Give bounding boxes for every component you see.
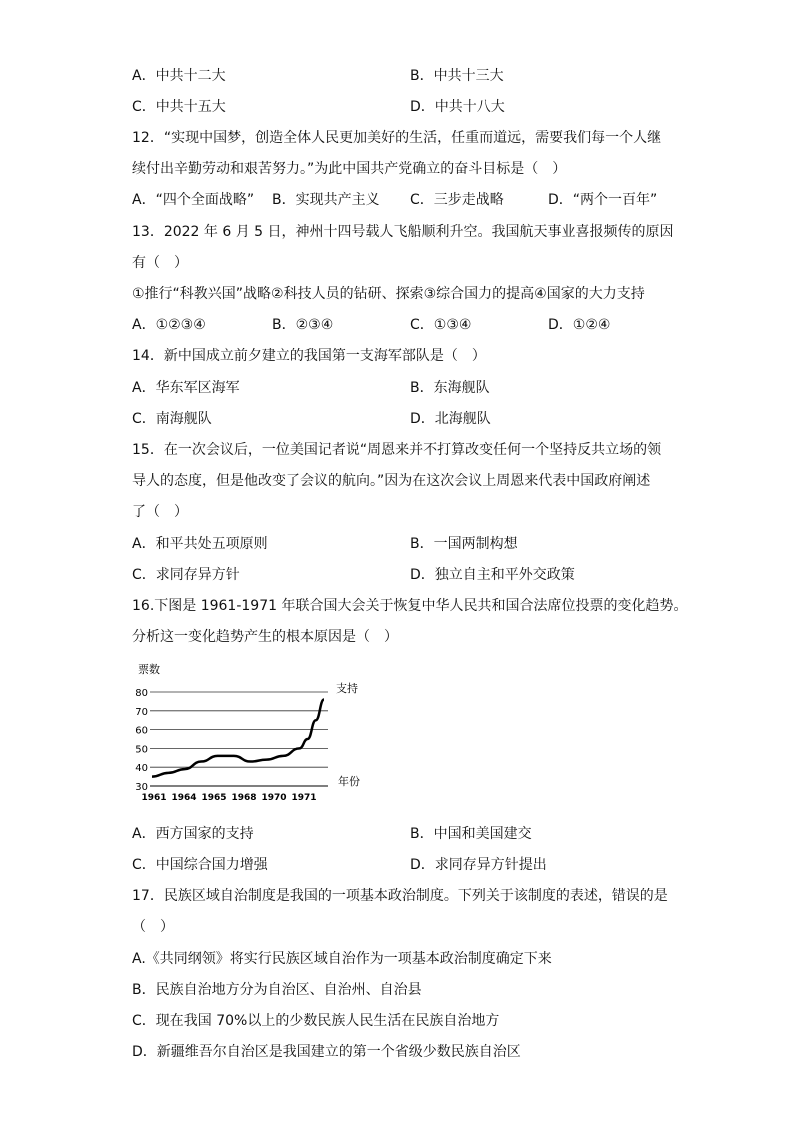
- chart-series-label: 支持: [336, 682, 358, 695]
- q16-option-b[interactable]: B．中国和美国建交: [410, 826, 532, 842]
- q13-option-c[interactable]: C．①③④: [410, 317, 472, 333]
- q12-option-c[interactable]: C．三步走战略: [410, 192, 504, 208]
- q14-option-d[interactable]: D．北海舰队: [410, 411, 491, 427]
- q17-option-b[interactable]: B．民族自治地方分为自治区、自治州、自治县: [132, 982, 422, 998]
- q15-stem-line-2: 导人的态度，但是他改变了会议的航向。”因为在这次会议上周恩来代表中国政府阐述: [132, 473, 651, 489]
- q14-option-c[interactable]: C．南海舰队: [132, 411, 212, 427]
- q15-option-a[interactable]: A．和平共处五项原则: [132, 536, 268, 552]
- q11-option-b[interactable]: B．中共十三大: [410, 68, 504, 84]
- q13-stem-line-2: 有（ ）: [132, 255, 188, 271]
- q15-stem-line-1: 15．在一次会议后，一位美国记者说“周恩来并不打算改变任何一个坚持反共立场的领: [132, 442, 662, 458]
- q17-option-c[interactable]: C．现在我国 70%以上的少数民族人民生活在民族自治地方: [132, 1013, 500, 1029]
- q13-stem-line-1: 13．2022 年 6 月 5 日，神州十四号载人飞船顺利升空。我国航天事业喜报频传的原因: [132, 224, 674, 240]
- q15-option-c[interactable]: C．求同存异方针: [132, 567, 240, 583]
- chart-y-ticks: [135, 688, 148, 793]
- chart-y-tick-label: 50: [135, 744, 148, 756]
- q16-stem-line-1: 16.下图是 1961-1971 年联合国大会关于恢复中华人民共和国合法席位投票的变化趋势。: [132, 598, 688, 614]
- q13-option-b[interactable]: B．②③④: [272, 317, 334, 333]
- q14-option-a[interactable]: A．华东军区海军: [132, 380, 240, 396]
- q13-statements: ①推行“科教兴国”战略②科技人员的钻研、探索③综合国力的提高④国家的大力支持: [132, 286, 645, 302]
- q15-option-b[interactable]: B．一国两制构想: [410, 536, 518, 552]
- chart-y-tick-label: 70: [135, 706, 148, 718]
- chart-x-tick-label: 1964: [171, 793, 197, 803]
- q12-option-b[interactable]: B．实现共产主义: [272, 192, 380, 208]
- vote-trend-chart: [132, 658, 372, 808]
- chart-y-tick-label: 80: [135, 688, 148, 699]
- chart-x-tick-label: 1961: [141, 793, 167, 803]
- q12-stem-line-1: 12．“实现中国梦，创造全体人民更加美好的生活，任重而道远，需要我们每一个人继: [132, 130, 662, 146]
- q16-option-a[interactable]: A．西方国家的支持: [132, 826, 254, 842]
- q13-option-a[interactable]: A．①②③④: [132, 317, 206, 333]
- chart-x-tick-label: 1970: [261, 793, 287, 803]
- q15-stem-line-3: 了（ ）: [132, 504, 188, 520]
- q16-stem-line-2: 分析这一变化趋势产生的根本原因是（ ）: [132, 629, 398, 645]
- q17-stem-line-1: 17．民族区域自治制度是我国的一项基本政治制度。下列关于该制度的表述，错误的是: [132, 888, 668, 904]
- q17-option-a[interactable]: A.《共同纲领》将实行民族区域自治作为一项基本政治制度确定下来: [132, 951, 552, 967]
- q12-option-a[interactable]: A．“四个全面战略”: [132, 192, 255, 208]
- chart-y-tick-label: 30: [135, 782, 148, 793]
- chart-x-tick-label: 1965: [201, 793, 227, 803]
- q11-option-a[interactable]: A．中共十二大: [132, 68, 226, 84]
- q16-option-d[interactable]: D．求同存异方针提出: [410, 857, 547, 873]
- chart-x-tick-label: 1968: [231, 793, 257, 803]
- q16-option-c[interactable]: C．中国综合国力增强: [132, 857, 268, 873]
- q14-option-b[interactable]: B．东海舰队: [410, 380, 490, 396]
- chart-x-axis-label: 年份: [338, 775, 360, 788]
- chart-y-tick-label: 60: [135, 725, 148, 737]
- chart-y-tick-label: 40: [135, 763, 148, 775]
- chart-x-ticks: [141, 793, 316, 803]
- q17-option-d[interactable]: D．新疆维吾尔自治区是我国建立的第一个省级少数民族自治区: [132, 1044, 521, 1060]
- q11-option-c[interactable]: C．中共十五大: [132, 99, 226, 115]
- q12-stem-line-2: 续付出辛勤劳动和艰苦努力。”为此中国共产党确立的奋斗目标是（ ）: [132, 161, 567, 177]
- q13-option-d[interactable]: D．①②④: [548, 317, 611, 333]
- chart-x-tick-label: 1971: [291, 793, 317, 803]
- q17-stem-line-2: （ ）: [132, 919, 174, 935]
- q15-option-d[interactable]: D．独立自主和平外交政策: [410, 567, 575, 583]
- q12-option-d[interactable]: D．“两个一百年”: [548, 192, 658, 208]
- chart-y-axis-label: 票数: [138, 663, 160, 676]
- q14-stem: 14．新中国成立前夕建立的我国第一支海军部队是（ ）: [132, 348, 486, 364]
- q11-option-d[interactable]: D．中共十八大: [410, 99, 505, 115]
